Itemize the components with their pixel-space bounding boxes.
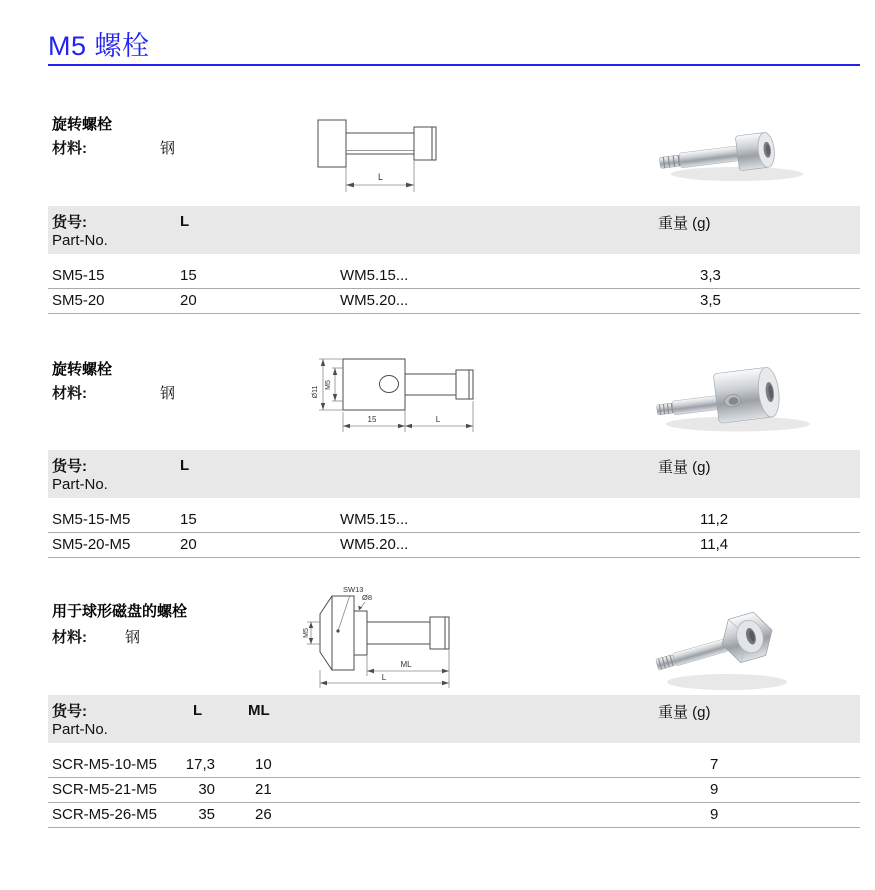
cell-l: 35: [198, 806, 215, 823]
table-header: [48, 206, 860, 254]
cell-l: 20: [180, 536, 197, 553]
section2-material: [52, 382, 176, 403]
col-l: L: [180, 213, 190, 230]
cell-weight: 11,2: [700, 511, 729, 528]
dim-thread-label: M5: [303, 628, 310, 638]
cell-part: SM5-20-M5: [52, 536, 131, 553]
tech-drawing-ball-disc-bolt: [302, 583, 470, 693]
product-photo-swivel-bolt-m5: [638, 352, 838, 440]
cell-part: SM5-20: [52, 292, 105, 309]
col-l: L: [180, 457, 190, 474]
product-photo-ball-disc-bolt: [632, 588, 817, 700]
tech-drawing-swivel-bolt: [300, 108, 460, 196]
cell-wm: WM5.20...: [340, 292, 409, 309]
table-row: [48, 533, 860, 558]
table-header: [48, 695, 860, 743]
table-swivel-bolt-m5: [48, 450, 860, 558]
dim-L-label: L: [378, 172, 384, 182]
section1-material: [52, 137, 176, 158]
dim-dia-label: Ø11: [312, 385, 319, 399]
table-header: [48, 450, 860, 498]
table-row: [48, 264, 860, 289]
cell-ml: 26: [255, 806, 272, 823]
cell-weight: 9: [710, 806, 719, 823]
cell-wm: WM5.15...: [340, 511, 409, 528]
section1-heading: 旋转螺栓: [52, 116, 113, 133]
col-partno-zh: 货号:: [52, 703, 87, 720]
dim-15-label: 15: [367, 415, 377, 424]
cell-part: SM5-15: [52, 267, 105, 284]
cell-part: SCR-M5-10-M5: [52, 756, 158, 773]
col-weight: 重量 (g): [658, 215, 711, 232]
cell-wm: WM5.20...: [340, 536, 409, 553]
tech-drawing-swivel-bolt-m5: [303, 348, 481, 440]
table-row: [48, 289, 860, 314]
col-partno-en: Part-No.: [52, 476, 108, 493]
cell-l: 30: [198, 781, 215, 798]
cell-l: 15: [180, 511, 197, 528]
cell-part: SCR-M5-21-M5: [52, 781, 158, 798]
col-partno-zh: 货号:: [52, 458, 87, 475]
cell-l: 20: [180, 292, 197, 309]
section3-material: [52, 626, 141, 647]
section3-heading: 用于球形磁盘的螺栓: [52, 603, 188, 620]
material-label: 材料:: [52, 629, 87, 646]
dim-thread-label: M5: [325, 380, 332, 390]
table-swivel-bolt: [48, 206, 860, 314]
section2-heading: 旋转螺栓: [52, 361, 113, 378]
cell-ml: 21: [255, 781, 272, 798]
cell-part: SCR-M5-26-M5: [52, 806, 158, 823]
col-l: L: [193, 702, 203, 719]
material-value: 钢: [125, 629, 141, 646]
dim-ML-label: ML: [400, 660, 412, 669]
cell-l: 17,3: [185, 756, 215, 773]
dim-sw-label: SW13: [343, 585, 364, 594]
material-label: 材料:: [52, 385, 87, 402]
cell-ml: 10: [255, 756, 272, 773]
material-value: 钢: [160, 385, 176, 402]
table-row: [48, 803, 860, 828]
title-rule: [48, 64, 860, 66]
dim-dia-label: Ø8: [362, 593, 373, 602]
col-partno-zh: 货号:: [52, 214, 87, 231]
cell-weight: 9: [710, 781, 719, 798]
col-weight: 重量 (g): [658, 459, 711, 476]
table-row: [48, 753, 860, 778]
cell-wm: WM5.15...: [340, 267, 409, 284]
table-row: [48, 508, 860, 533]
col-partno-en: Part-No.: [52, 232, 108, 249]
cell-weight: 11,4: [700, 536, 729, 553]
product-photo-swivel-bolt: [645, 110, 830, 190]
col-ml: ML: [248, 702, 270, 719]
page-title: M5 螺栓: [48, 31, 150, 61]
dim-L-label: L: [435, 415, 441, 424]
cell-weight: 7: [710, 756, 719, 773]
material-label: 材料:: [52, 140, 87, 157]
cell-part: SM5-15-M5: [52, 511, 131, 528]
cell-l: 15: [180, 267, 197, 284]
cell-weight: 3,3: [700, 267, 721, 284]
cell-weight: 3,5: [700, 292, 721, 309]
col-partno-en: Part-No.: [52, 721, 108, 738]
table-ball-disc-bolt: [48, 695, 860, 828]
dim-L-label: L: [381, 673, 387, 682]
material-value: 钢: [160, 140, 176, 157]
table-row: [48, 778, 860, 803]
col-weight: 重量 (g): [658, 704, 711, 721]
